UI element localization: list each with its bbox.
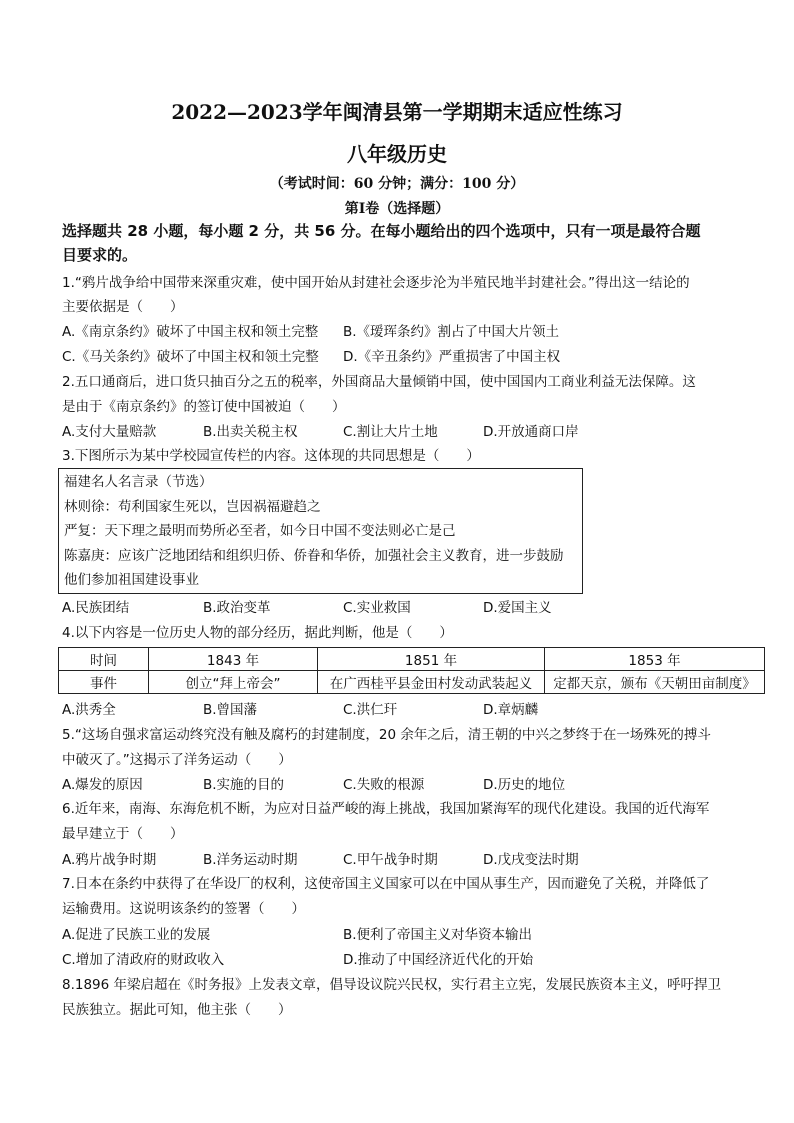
event-1851: 在广西桂平县金田村发动武装起义: [318, 671, 545, 694]
q7-option-b: B.便利了帝国主义对华资本输出: [343, 927, 533, 943]
event-1843: 创立“拜上帝会”: [149, 671, 318, 694]
q4-option-b: B.曾国藩: [203, 702, 258, 718]
q6-stem-line-1: 6.近年来，南海、东海危机不断，为应对日益严峻的海上挑战，我国加紧海军的现代化建设。我国的近代海军: [62, 801, 710, 817]
q2-option-b: B.出卖关税主权: [203, 424, 298, 440]
subject-title: 八年级历史: [347, 142, 447, 166]
q5-stem-line-1: 5.“这场自强求富运动终究没有触及腐朽的封建制度，20 余年之后，清王朝的中兴之梦终于在一场殊死的搏斗: [62, 727, 711, 743]
q7-option-d: D.推动了中国经济近代化的开始: [343, 952, 534, 968]
quote-chen-jiageng: 陈嘉庚：应该广泛地团结和组织归侨、侨眷和华侨，加强社会主义教育，进一步鼓励: [64, 548, 564, 564]
q6-option-d: D.戊戌变法时期: [483, 852, 579, 868]
row-header-time: 时间: [59, 648, 149, 671]
section-title: 第Ⅰ卷（选择题）: [344, 201, 450, 217]
exam-info: （考试时间：60 分钟；满分：100 分）: [269, 176, 525, 192]
q3-option-a: A.民族团结: [62, 600, 130, 616]
q5-option-b: B.实施的目的: [203, 777, 285, 793]
year-1853: 1853 年: [545, 648, 765, 671]
q1-option-a: A.《南京条约》破坏了中国主权和领土完整: [62, 324, 319, 340]
quote-chen-jiageng-cont: 他们参加祖国建设事业: [64, 572, 199, 588]
q2-option-d: D.开放通商口岸: [483, 424, 579, 440]
q3-option-b: B.政治变革: [203, 600, 271, 616]
q5-option-a: A.爆发的原因: [62, 777, 143, 793]
q1-stem-line-2: 主要依据是（ ）: [62, 299, 184, 315]
q1-option-c: C.《马关条约》破坏了中国主权和领土完整: [62, 349, 319, 365]
table-row: [59, 671, 765, 694]
q7-stem-line-1: 7.日本在条约中获得了在华设厂的权利，这使帝国主义国家可以在中国从事生产，因而避免了关税，并降低了: [62, 876, 710, 892]
instructions-line-2: 目要求的。: [62, 246, 138, 264]
q6-option-b: B.洋务运动时期: [203, 852, 298, 868]
q1-option-b: B.《瑷珲条约》割占了中国大片领土: [343, 324, 560, 340]
q4-option-a: A.洪秀全: [62, 702, 116, 718]
q6-stem-line-2: 最早建立于（ ）: [62, 826, 184, 842]
q4-option-c: C.洪仁玕: [343, 702, 398, 718]
table-row: [59, 648, 765, 671]
exam-title: 2022—2023学年闽清县第一学期期末适应性练习: [171, 100, 623, 124]
q2-stem-line-2: 是由于《南京条约》的签订使中国被迫（ ）: [62, 399, 346, 415]
q8-stem-line-1: 8.1896 年梁启超在《时务报》上发表文章，倡导设议院兴民权，实行君主立宪，发展民族资本主义，呼吁捍卫: [62, 977, 722, 993]
q5-stem-line-2: 中破灭了。”这揭示了洋务运动（ ）: [62, 752, 292, 768]
q5-option-d: D.历史的地位: [483, 777, 566, 793]
q8-stem-line-2: 民族独立。据此可知，他主张（ ）: [62, 1002, 292, 1018]
quote-box-title: 福建名人名言录（节选）: [64, 474, 213, 490]
q6-option-c: C.甲午战争时期: [343, 852, 438, 868]
q3-stem: 3.下图所示为某中学校园宣传栏的内容。这体现的共同思想是（ ）: [62, 448, 480, 464]
quote-box: [58, 468, 583, 594]
q7-option-a: A.促进了民族工业的发展: [62, 927, 211, 943]
q7-option-c: C.增加了清政府的财政收入: [62, 952, 225, 968]
q7-stem-line-2: 运输费用。这说明该条约的签署（ ）: [62, 901, 305, 917]
q5-option-c: C.失败的根源: [343, 777, 425, 793]
quote-yan-fu: 严复：天下理之最明而势所必至者，如今日中国不变法则必亡是己: [64, 523, 456, 539]
q4-option-d: D.章炳麟: [483, 702, 539, 718]
year-1851: 1851 年: [318, 648, 545, 671]
q2-option-a: A.支付大量赔款: [62, 424, 157, 440]
q3-option-c: C.实业救国: [343, 600, 411, 616]
q4-stem: 4.以下内容是一位历史人物的部分经历，据此判断，他是（ ）: [62, 625, 453, 641]
q1-option-d: D.《辛丑条约》严重损害了中国主权: [343, 349, 561, 365]
q2-stem-line-1: 2.五口通商后，进口货只抽百分之五的税率，外国商品大量倾销中国，使中国国内工商业利益无法保障。这: [62, 374, 696, 390]
q2-option-c: C.割让大片土地: [343, 424, 438, 440]
row-header-event: 事件: [59, 671, 149, 694]
q1-stem-line-1: 1.“鸦片战争给中国带来深重灾难，使中国开始从封建社会逐步沦为半殖民地半封建社会。”得出这一结论的: [62, 275, 690, 291]
biography-table: [58, 647, 765, 694]
quote-lin-zexu: 林则徐：苟利国家生死以，岂因祸福避趋之: [64, 499, 321, 515]
q6-option-a: A.鸦片战争时期: [62, 852, 157, 868]
event-1853: 定都天京，颁布《天朝田亩制度》: [545, 671, 765, 694]
year-1843: 1843 年: [149, 648, 318, 671]
q3-option-d: D.爱国主义: [483, 600, 552, 616]
instructions-line-1: 选择题共 28 小题，每小题 2 分，共 56 分。在每小题给出的四个选项中，只有一项是最符合题: [62, 222, 701, 240]
